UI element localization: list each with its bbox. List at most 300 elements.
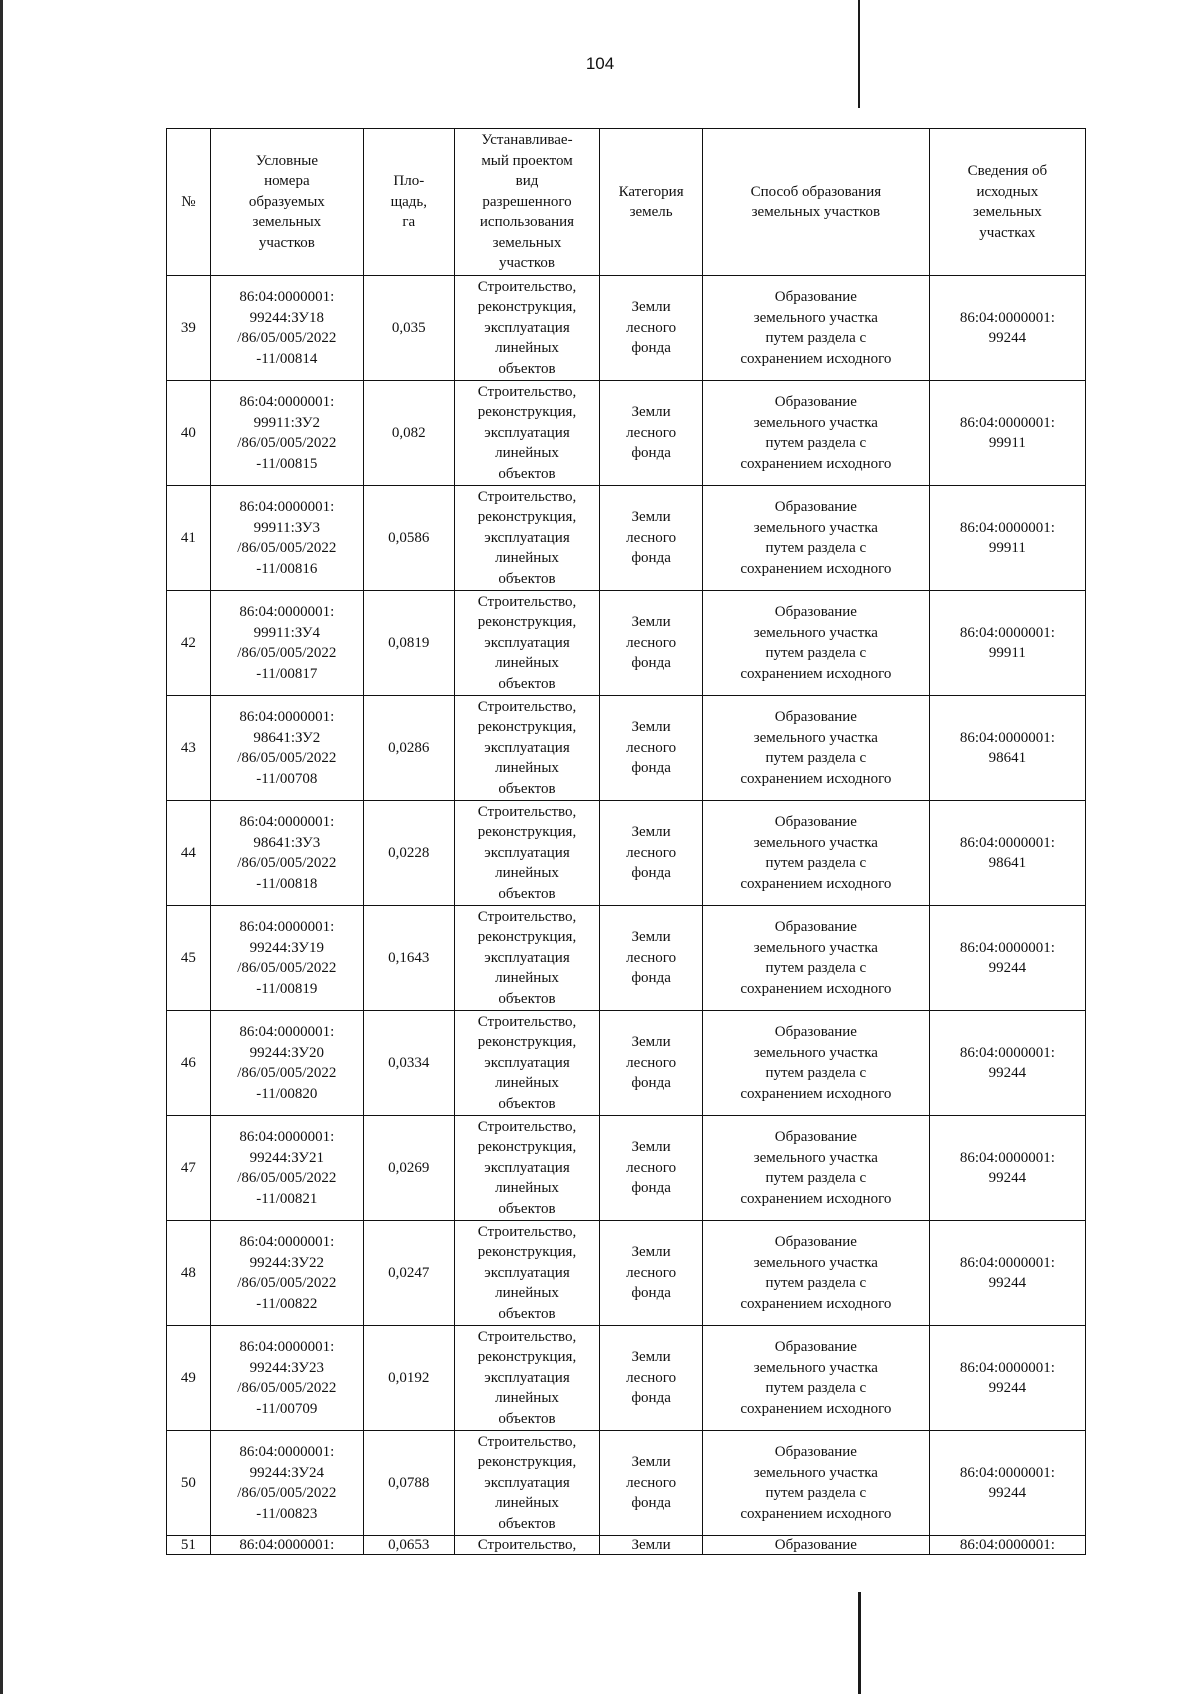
permitted-use-cell-line: линейных (495, 1180, 559, 1197)
row-number-cell: 51 (167, 1536, 211, 1555)
cadastral-number-cell-line: /86/05/005/2022 (237, 1485, 337, 1501)
permitted-use-cell-line: реконструкция, (477, 1244, 577, 1261)
permitted-use-cell-line: Строительство, (477, 1118, 577, 1135)
formation-method-cell-line: земельного участка (753, 519, 878, 536)
cadastral-number-cell-line: /86/05/005/2022 (237, 540, 337, 556)
permitted-use-cell-line: объектов (498, 990, 556, 1007)
cadastral-number-cell-line: /86/05/005/2022 (237, 645, 337, 661)
cadastral-number-cell-line: 99244:ЗУ22 (249, 1254, 325, 1271)
land-category-cell-line: фонда (631, 1495, 671, 1512)
permitted-use-cell-line: объектов (498, 570, 556, 587)
formation-method-cell-line: земельного участка (753, 939, 878, 956)
cadastral-number-cell-line: -11/00709 (256, 1400, 318, 1417)
cadastral-number-cell (210, 1536, 363, 1555)
table-row (167, 1116, 1086, 1221)
formation-method-cell-line: сохранением исходного (740, 1085, 892, 1102)
land-category-cell (600, 591, 703, 696)
row-number-cell: 47 (167, 1116, 211, 1221)
formation-method-cell-line: путем раздела с (765, 855, 867, 871)
formation-method-cell-line: земельного участка (753, 834, 878, 851)
land-category-cell (600, 1431, 703, 1536)
table-row (167, 1326, 1086, 1431)
cadastral-number-cell-line: 99244:ЗУ24 (249, 1464, 325, 1481)
permitted-use-cell (454, 1326, 599, 1431)
land-category-cell-line: лесного (626, 1159, 677, 1176)
area-cell: 0,0586 (363, 486, 454, 591)
source-plot-cell-line: 86:04:0000001: (959, 729, 1055, 746)
col-method-header-line: Способ образования (750, 183, 882, 200)
permitted-use-cell-line: Строительство, (477, 1328, 577, 1345)
cadastral-number-cell (210, 1326, 363, 1431)
land-category-cell-line: фонда (631, 1285, 671, 1302)
col-use-header-line: Устанавливае- (481, 132, 573, 149)
permitted-use-cell-line: объектов (498, 1305, 556, 1322)
permitted-use-cell-line: линейных (495, 865, 559, 882)
col-source-header-line: Сведения об (967, 163, 1048, 179)
col-source-header-line: участках (979, 224, 1036, 241)
formation-method-cell-line: сохранением исходного (740, 1505, 892, 1522)
cadastral-number-cell-line: /86/05/005/2022 (237, 1380, 337, 1396)
row-number-cell: 41 (167, 486, 211, 591)
col-use-header-line: земельных (492, 234, 562, 251)
permitted-use-cell-line: Строительство, (477, 278, 577, 295)
col-use-header (454, 129, 599, 276)
permitted-use-cell-line: Строительство, (477, 698, 577, 715)
source-plot-cell-line: 99911 (988, 645, 1026, 661)
cadastral-number-cell-line: 98641:ЗУ3 (253, 834, 321, 851)
formation-method-cell-line: путем раздела с (765, 1380, 867, 1396)
permitted-use-cell-line: эксплуатация (484, 634, 570, 651)
source-plot-cell (929, 381, 1085, 486)
row-number-cell: 46 (167, 1011, 211, 1116)
formation-method-cell (702, 486, 929, 591)
col-cadastral-header-line: участков (258, 234, 315, 251)
permitted-use-cell-line: эксплуатация (484, 1054, 570, 1071)
cadastral-number-cell-line: 86:04:0000001: (239, 394, 335, 410)
land-category-cell-line: лесного (626, 949, 677, 966)
permitted-use-cell-line: эксплуатация (484, 424, 570, 441)
permitted-use-cell (454, 801, 599, 906)
cadastral-number-cell-line: -11/00814 (256, 350, 318, 367)
permitted-use-cell-line: эксплуатация (484, 1474, 570, 1491)
permitted-use-cell-line: объектов (498, 1095, 556, 1112)
permitted-use-cell-line: реконструкция, (477, 1139, 577, 1156)
land-category-cell-line: Земли (631, 1139, 671, 1156)
permitted-use-cell-line: Строительство, (477, 593, 577, 610)
permitted-use-cell (454, 1536, 599, 1555)
land-category-cell-line: Земли (631, 929, 671, 946)
land-category-cell (600, 276, 703, 381)
formation-method-cell (702, 276, 929, 381)
source-plot-cell-line: 86:04:0000001: (959, 1149, 1055, 1166)
permitted-use-cell-line: линейных (495, 1075, 559, 1092)
cadastral-number-cell (210, 1431, 363, 1536)
cadastral-number-cell-line: 99244:ЗУ23 (249, 1359, 325, 1376)
formation-method-cell-line: земельного участка (753, 624, 878, 641)
cadastral-number-cell-line: -11/00822 (256, 1295, 318, 1312)
formation-method-cell-line: земельного участка (753, 1359, 878, 1376)
col-category-header-line: земель (629, 204, 673, 220)
area-cell: 0,0192 (363, 1326, 454, 1431)
scan-binding-mark-bottom (858, 1592, 861, 1694)
permitted-use-cell-line: объектов (498, 675, 556, 692)
source-plot-cell (929, 906, 1085, 1011)
table-row (167, 801, 1086, 906)
land-category-cell-line: лесного (626, 1264, 677, 1281)
col-source-header (929, 129, 1085, 276)
formation-method-cell-line: земельного участка (753, 1254, 878, 1271)
scan-left-edge (0, 0, 3, 1694)
formation-method-cell-line: путем раздела с (765, 960, 867, 976)
cadastral-number-cell-line: -11/00817 (256, 665, 318, 682)
cadastral-number-cell-line: /86/05/005/2022 (237, 750, 337, 766)
permitted-use-cell-line: Строительство, (477, 908, 577, 925)
formation-method-cell (702, 801, 929, 906)
land-category-cell-line: фонда (631, 655, 671, 672)
cadastral-number-cell-line: 99244:ЗУ19 (249, 939, 325, 956)
permitted-use-cell-line: реконструкция, (477, 1349, 577, 1366)
formation-method-cell-line: Образование (774, 814, 857, 830)
col-cadastral-header-line: земельных (252, 214, 322, 231)
cadastral-number-cell-line: 99244:ЗУ21 (249, 1149, 325, 1166)
land-category-cell-line: Земли (631, 614, 671, 631)
source-plot-cell-line: 86:04:0000001: (959, 624, 1055, 641)
land-category-cell-line: лесного (626, 1369, 677, 1386)
land-category-cell (600, 381, 703, 486)
formation-method-cell-line: земельного участка (753, 1044, 878, 1061)
cadastral-number-cell-line: 86:04:0000001: (239, 919, 335, 935)
permitted-use-cell (454, 276, 599, 381)
formation-method-cell-line: Образование (774, 1024, 857, 1040)
formation-method-cell-line: путем раздела с (765, 1065, 867, 1081)
col-category-header-line: Категория (618, 183, 684, 200)
cadastral-number-cell-line: -11/00708 (256, 770, 318, 787)
col-category-header (600, 129, 703, 276)
col-use-header-line: использования (479, 214, 575, 231)
permitted-use-cell-line: объектов (498, 885, 556, 902)
permitted-use-cell-line: эксплуатация (484, 949, 570, 966)
land-category-cell (600, 1221, 703, 1326)
permitted-use-cell-line: Строительство, (477, 1223, 577, 1240)
permitted-use-cell-line: линейных (495, 760, 559, 777)
source-plot-cell-line: 99244 (988, 1380, 1027, 1396)
permitted-use-cell-line: объектов (498, 1410, 556, 1427)
permitted-use-cell-line: Строительство, (477, 803, 577, 820)
land-category-cell-line: фонда (631, 340, 671, 357)
formation-method-cell (702, 591, 929, 696)
table-row (167, 1221, 1086, 1326)
row-number-cell: 40 (167, 381, 211, 486)
cadastral-number-cell-line: -11/00821 (256, 1190, 318, 1207)
permitted-use-cell (454, 381, 599, 486)
cadastral-number-cell (210, 906, 363, 1011)
formation-method-cell-line: сохранением исходного (740, 665, 892, 682)
area-cell: 0,082 (363, 381, 454, 486)
cadastral-number-cell-line: 86:04:0000001: (239, 1129, 335, 1145)
cadastral-number-cell (210, 591, 363, 696)
source-plot-cell (929, 1221, 1085, 1326)
row-number-cell: 43 (167, 696, 211, 801)
land-category-cell (600, 1326, 703, 1431)
col-cadastral-header-line: номера (264, 173, 310, 190)
permitted-use-cell (454, 1431, 599, 1536)
source-plot-cell-line: 86:04:0000001: (959, 1359, 1055, 1376)
formation-method-cell-line: Образование (774, 919, 857, 935)
land-category-cell (600, 1116, 703, 1221)
land-category-cell (600, 1536, 703, 1555)
permitted-use-cell (454, 906, 599, 1011)
source-plot-cell-line: 99244 (988, 330, 1027, 346)
formation-method-cell (702, 1431, 929, 1536)
land-category-cell-line: Земли (631, 1244, 671, 1261)
formation-method-cell-line: Образование (774, 1129, 857, 1145)
permitted-use-cell-line: линейных (495, 1390, 559, 1407)
cadastral-number-cell-line: /86/05/005/2022 (237, 1065, 337, 1081)
formation-method-cell-line: сохранением исходного (740, 455, 892, 472)
formation-method-cell-line: сохранением исходного (740, 1190, 892, 1207)
table-row (167, 906, 1086, 1011)
area-cell: 0,0788 (363, 1431, 454, 1536)
col-area-header-line: га (402, 214, 416, 231)
col-cadastral-header-line: Условные (255, 152, 318, 169)
cadastral-number-cell-line: 86:04:0000001: (239, 289, 335, 305)
permitted-use-cell (454, 591, 599, 696)
formation-method-cell-line: путем раздела с (765, 540, 867, 556)
col-number-header-line: № (181, 193, 196, 210)
permitted-use-cell-line: объектов (498, 465, 556, 482)
permitted-use-cell-line: линейных (495, 970, 559, 987)
formation-method-cell-line: сохранением исходного (740, 1295, 892, 1312)
cadastral-number-cell (210, 276, 363, 381)
formation-method-cell-line: Образование (774, 394, 857, 410)
cadastral-number-cell-line: 98641:ЗУ2 (253, 729, 321, 746)
cadastral-number-cell (210, 801, 363, 906)
formation-method-cell (702, 1011, 929, 1116)
land-category-cell (600, 486, 703, 591)
cadastral-number-cell-line: 99911:ЗУ2 (253, 414, 321, 431)
cadastral-number-cell-line: 86:04:0000001: (239, 1339, 335, 1355)
source-plot-cell (929, 591, 1085, 696)
row-number-cell: 49 (167, 1326, 211, 1431)
page-number: 104 (585, 54, 615, 73)
land-category-cell-line: Земли (631, 509, 671, 526)
cadastral-number-cell-line: 86:04:0000001: (239, 1536, 335, 1553)
col-method-header-line: земельных участков (751, 204, 881, 220)
permitted-use-cell-line: реконструкция, (477, 824, 577, 841)
cadastral-number-cell-line: /86/05/005/2022 (237, 855, 337, 871)
formation-method-cell (702, 381, 929, 486)
cadastral-number-cell-line: 99244:ЗУ20 (249, 1044, 325, 1061)
source-plot-cell-line: 86:04:0000001: (959, 519, 1055, 536)
row-number-cell: 45 (167, 906, 211, 1011)
permitted-use-cell-line: Строительство, (477, 1433, 577, 1450)
permitted-use-cell-line: реконструкция, (477, 614, 577, 631)
col-number-header (167, 129, 211, 276)
formation-method-cell-line: Образование (774, 289, 857, 305)
land-category-cell-line: Земли (631, 1349, 671, 1366)
formation-method-cell (702, 1116, 929, 1221)
cadastral-number-cell (210, 486, 363, 591)
cadastral-number-cell-line: -11/00816 (256, 560, 318, 577)
permitted-use-cell-line: реконструкция, (477, 929, 577, 946)
source-plot-cell (929, 1326, 1085, 1431)
permitted-use-cell-line: Строительство, (477, 1013, 577, 1030)
formation-method-cell-line: Образование (774, 604, 857, 620)
table-row (167, 696, 1086, 801)
cadastral-number-cell-line: -11/00823 (256, 1505, 318, 1522)
permitted-use-cell (454, 486, 599, 591)
cadastral-number-cell-line: 86:04:0000001: (239, 1024, 335, 1040)
source-plot-cell-line: 99244 (988, 1170, 1027, 1186)
permitted-use-cell-line: реконструкция, (477, 509, 577, 526)
formation-method-cell-line: сохранением исходного (740, 350, 892, 367)
permitted-use-cell-line: эксплуатация (484, 739, 570, 756)
col-use-header-line: разрешенного (482, 193, 572, 210)
cadastral-number-cell-line: /86/05/005/2022 (237, 1170, 337, 1186)
cadastral-number-cell-line: 99911:ЗУ3 (253, 519, 321, 536)
formation-method-cell-line: Образование (774, 1339, 857, 1355)
col-use-header-line: вид (515, 173, 539, 190)
source-plot-cell-line: 86:04:0000001: (959, 939, 1055, 956)
cadastral-number-cell-line: 86:04:0000001: (239, 1444, 335, 1460)
area-cell: 0,035 (363, 276, 454, 381)
source-plot-cell (929, 276, 1085, 381)
land-category-cell-line: Земли (631, 719, 671, 736)
source-plot-cell-line: 99911 (988, 435, 1026, 451)
col-use-header-line: участков (498, 255, 556, 272)
source-plot-cell-line: 86:04:0000001: (959, 414, 1055, 431)
formation-method-cell (702, 1536, 929, 1555)
cadastral-number-cell-line: -11/00820 (256, 1085, 318, 1102)
land-category-cell (600, 801, 703, 906)
formation-method-cell-line: путем раздела с (765, 750, 867, 766)
land-category-cell (600, 906, 703, 1011)
permitted-use-cell-line: линейных (495, 1495, 559, 1512)
source-plot-cell (929, 486, 1085, 591)
col-area-header-line: щадь, (390, 193, 428, 210)
land-category-cell-line: фонда (631, 760, 671, 777)
source-plot-cell (929, 1431, 1085, 1536)
land-category-cell-line: лесного (626, 529, 677, 546)
source-plot-cell-line: 86:04:0000001: (959, 1536, 1055, 1553)
cadastral-number-cell (210, 1116, 363, 1221)
formation-method-cell-line: путем раздела с (765, 1275, 867, 1291)
formation-method-cell-line: земельного участка (753, 729, 878, 746)
permitted-use-cell-line: линейных (495, 340, 559, 357)
cadastral-number-cell-line: 99911:ЗУ4 (253, 624, 321, 641)
cadastral-number-cell-line: -11/00815 (256, 455, 318, 472)
cadastral-number-cell-line: /86/05/005/2022 (237, 1275, 337, 1291)
col-use-header-line: мый проектом (481, 152, 573, 169)
formation-method-cell-line: земельного участка (753, 1464, 878, 1481)
land-category-cell-line: фонда (631, 865, 671, 882)
table-row (167, 381, 1086, 486)
land-category-cell-line: лесного (626, 844, 677, 861)
table-row (167, 1011, 1086, 1116)
source-plot-cell-line: 86:04:0000001: (959, 1464, 1055, 1481)
col-source-header-line: исходных (976, 183, 1039, 200)
area-cell: 0,0269 (363, 1116, 454, 1221)
row-number-cell: 50 (167, 1431, 211, 1536)
permitted-use-cell-line: эксплуатация (484, 529, 570, 546)
source-plot-cell-line: 86:04:0000001: (959, 309, 1055, 326)
source-plot-cell (929, 1536, 1085, 1555)
cadastral-number-cell-line: 86:04:0000001: (239, 1234, 335, 1250)
source-plot-cell-line: 98641 (988, 855, 1027, 871)
source-plot-cell-line: 99244 (988, 1485, 1027, 1501)
permitted-use-cell-line: эксплуатация (484, 319, 570, 336)
col-area-header-line: Пло- (393, 173, 425, 190)
source-plot-cell-line: 86:04:0000001: (959, 834, 1055, 851)
row-number-cell: 42 (167, 591, 211, 696)
formation-method-cell-line: сохранением исходного (740, 770, 892, 787)
formation-method-cell-line: Образование (774, 499, 857, 515)
permitted-use-cell (454, 1011, 599, 1116)
area-cell: 0,0286 (363, 696, 454, 801)
table-header-row (167, 129, 1086, 276)
cadastral-number-cell (210, 1221, 363, 1326)
permitted-use-cell-line: эксплуатация (484, 1159, 570, 1176)
permitted-use-cell-line: эксплуатация (484, 844, 570, 861)
cadastral-number-cell (210, 696, 363, 801)
land-category-cell-line: Земли (631, 404, 671, 421)
source-plot-cell-line: 86:04:0000001: (959, 1254, 1055, 1271)
formation-method-cell-line: сохранением исходного (740, 1400, 892, 1417)
cadastral-number-cell-line: /86/05/005/2022 (237, 330, 337, 346)
formation-method-cell-line: Образование (774, 1444, 857, 1460)
col-method-header (702, 129, 929, 276)
source-plot-cell (929, 696, 1085, 801)
col-cadastral-header-line: образуемых (248, 193, 325, 210)
formation-method-cell (702, 1221, 929, 1326)
permitted-use-cell-line: Строительство, (477, 1536, 577, 1553)
land-category-cell-line: Земли (631, 1536, 671, 1553)
land-category-cell-line: лесного (626, 739, 677, 756)
cadastral-number-cell-line: 99244:ЗУ18 (249, 309, 325, 326)
formation-method-cell-line: путем раздела с (765, 330, 867, 346)
source-plot-cell-line: 98641 (988, 750, 1027, 766)
source-plot-cell-line: 99244 (988, 1275, 1027, 1291)
formation-method-cell-line: путем раздела с (765, 645, 867, 661)
permitted-use-cell-line: объектов (498, 1200, 556, 1217)
land-category-cell-line: Земли (631, 824, 671, 841)
formation-method-cell (702, 696, 929, 801)
permitted-use-cell-line: реконструкция, (477, 299, 577, 316)
permitted-use-cell-line: Строительство, (477, 383, 577, 400)
cadastral-number-cell-line: /86/05/005/2022 (237, 960, 337, 976)
permitted-use-cell-line: Строительство, (477, 488, 577, 505)
land-category-cell-line: Земли (631, 299, 671, 316)
table-row (167, 1536, 1086, 1555)
land-category-cell-line: фонда (631, 445, 671, 462)
land-category-cell (600, 696, 703, 801)
formation-method-cell (702, 1326, 929, 1431)
permitted-use-cell-line: реконструкция, (477, 1454, 577, 1471)
col-cadastral-header (210, 129, 363, 276)
row-number-cell: 48 (167, 1221, 211, 1326)
formation-method-cell-line: Образование (774, 1234, 857, 1250)
area-cell: 0,0653 (363, 1536, 454, 1555)
permitted-use-cell-line: реконструкция, (477, 719, 577, 736)
col-area-header (363, 129, 454, 276)
cadastral-number-cell-line: /86/05/005/2022 (237, 435, 337, 451)
permitted-use-cell-line: объектов (498, 1515, 556, 1532)
area-cell: 0,0819 (363, 591, 454, 696)
permitted-use-cell-line: эксплуатация (484, 1264, 570, 1281)
land-category-cell-line: Земли (631, 1454, 671, 1471)
permitted-use-cell (454, 1116, 599, 1221)
cadastral-number-cell-line: 86:04:0000001: (239, 499, 335, 515)
